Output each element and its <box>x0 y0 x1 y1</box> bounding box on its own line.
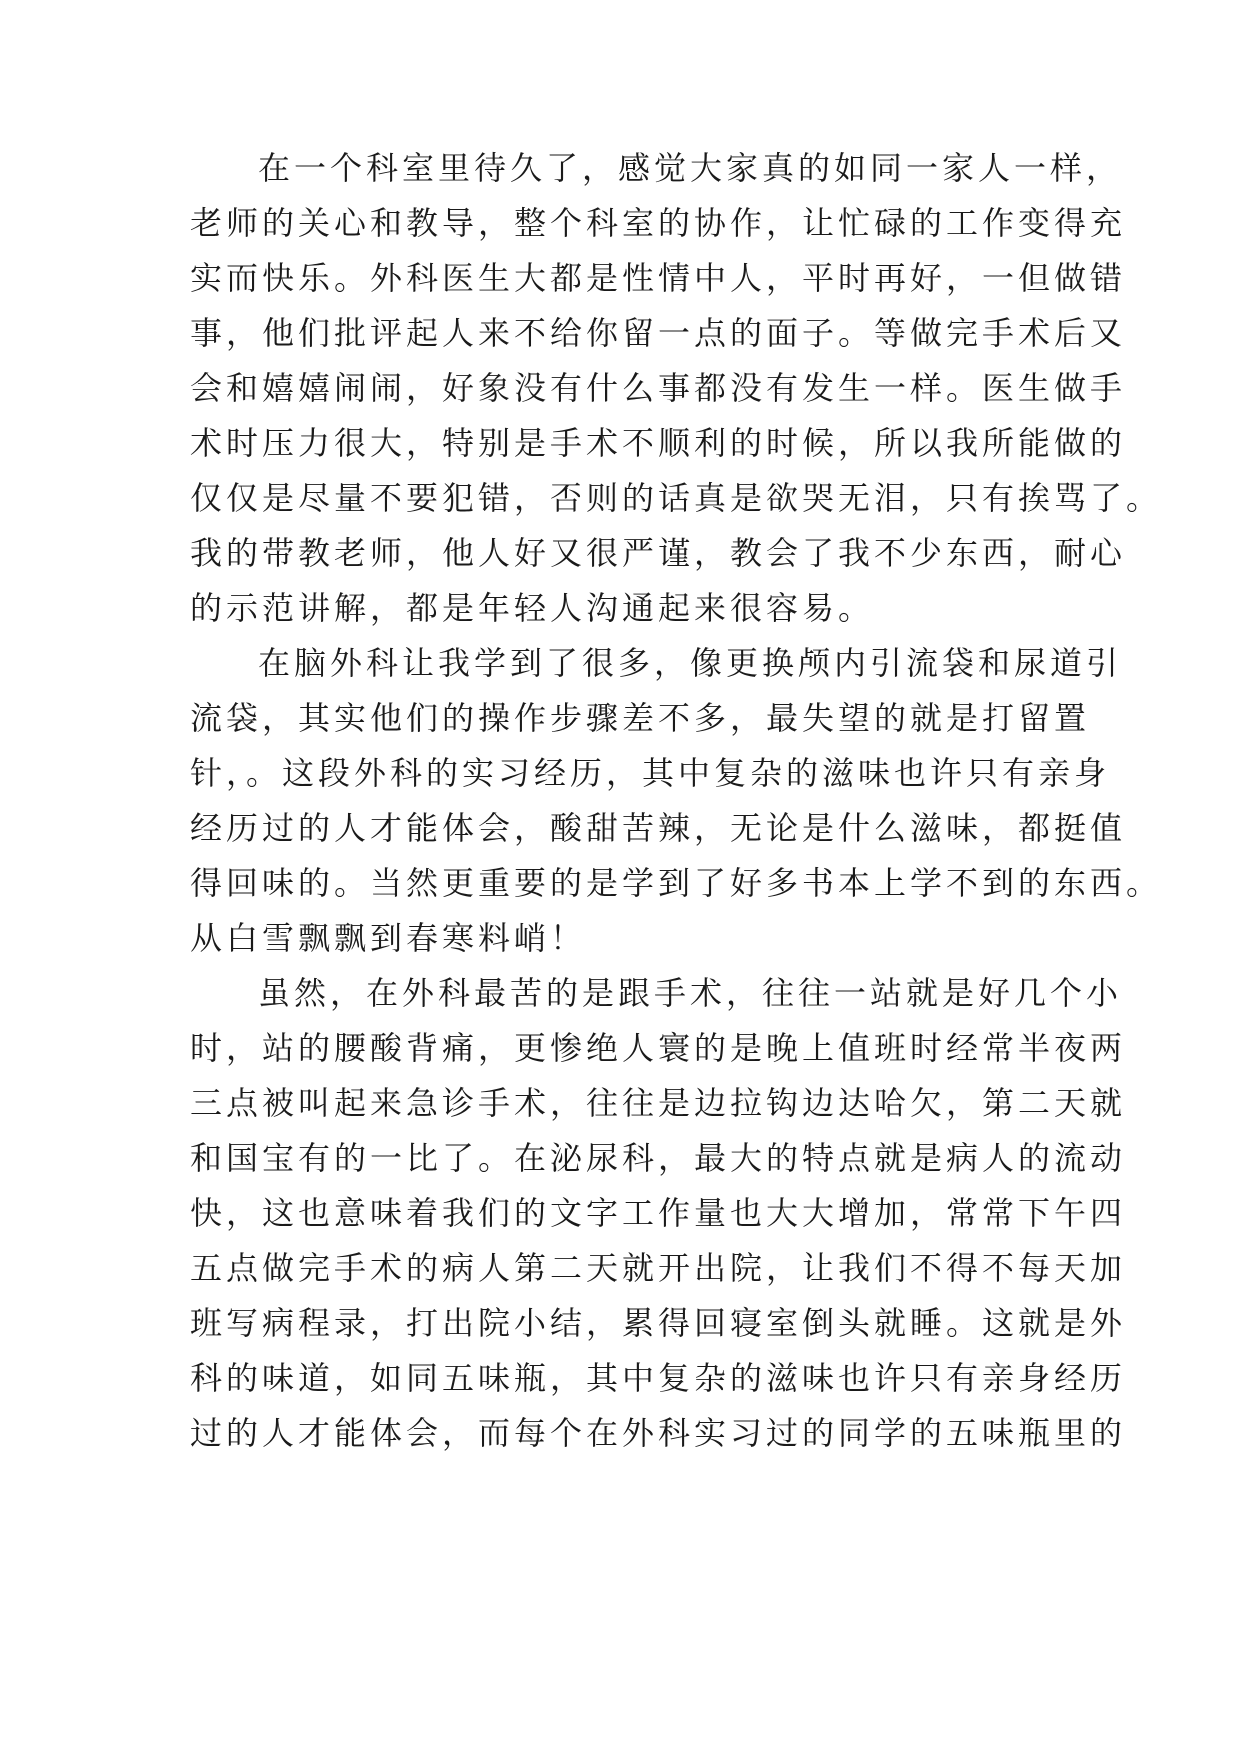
paragraph-1-line-9: 的示范讲解，都是年轻人沟通起来很容易。 <box>190 589 875 627</box>
paragraph-3-line-4: 和国宝有的一比了。在泌尿科，最大的特点就是病人的流动 <box>190 1139 1127 1177</box>
paragraph-3-line-8: 科的味道，如同五味瓶，其中复杂的滋味也许只有亲身经历 <box>190 1359 1127 1397</box>
paragraph-2-line-1: 在脑外科让我学到了很多，像更换颅内引流袋和尿道引 <box>258 644 1123 682</box>
paragraph-2-line-4: 经历过的人才能体会，酸甜苦辣，无论是什么滋味，都挺值 <box>190 809 1127 847</box>
paragraph-3-line-5: 快，这也意味着我们的文字工作量也大大增加，常常下午四 <box>190 1194 1127 1232</box>
paragraph-3-line-1: 虽然，在外科最苦的是跟手术，往往一站就是好几个小 <box>258 974 1123 1012</box>
paragraph-3-line-6: 五点做完手术的病人第二天就开出院，让我们不得不每天加 <box>190 1249 1127 1287</box>
paragraph-2-line-3: 针，。这段外科的实习经历，其中复杂的滋味也许只有亲身 <box>190 754 1111 792</box>
paragraph-1-line-2: 老师的关心和教导，整个科室的协作，让忙碌的工作变得充 <box>190 204 1127 242</box>
paragraph-1-line-3: 实而快乐。外科医生大都是性情中人，平时再好，一但做错 <box>190 259 1127 297</box>
paragraph-1-line-6: 术时压力很大，特别是手术不顺利的时候，所以我所能做的 <box>190 424 1127 462</box>
paragraph-3-line-9: 过的人才能体会，而每个在外科实习过的同学的五味瓶里的 <box>190 1414 1127 1452</box>
paragraph-2-line-2: 流袋，其实他们的操作步骤差不多，最失望的就是打留置 <box>190 699 1091 737</box>
paragraph-1-line-1: 在一个科室里待久了，感觉大家真的如同一家人一样， <box>258 149 1123 187</box>
paragraph-3-line-7: 班写病程录，打出院小结，累得回寝室倒头就睡。这就是外 <box>190 1304 1127 1342</box>
paragraph-1-line-5: 会和嬉嬉闹闹，好象没有什么事都没有发生一样。医生做手 <box>190 369 1127 407</box>
paragraph-3-line-2: 时，站的腰酸背痛，更惨绝人寰的是晚上值班时经常半夜两 <box>190 1029 1127 1067</box>
paragraph-2-line-5: 得回味的。当然更重要的是学到了好多书本上学不到的东西。 <box>190 864 1163 902</box>
paragraph-3-line-3: 三点被叫起来急诊手术，往往是边拉钩边达哈欠，第二天就 <box>190 1084 1127 1122</box>
paragraph-1-line-8: 我的带教老师，他人好又很严谨，教会了我不少东西，耐心 <box>190 534 1127 572</box>
paragraph-1-line-7: 仅仅是尽量不要犯错，否则的话真是欲哭无泪，只有挨骂了。 <box>190 479 1163 517</box>
paragraph-2-line-6: 从白雪飘飘到春寒料峭！ <box>190 919 587 957</box>
paragraph-1-line-4: 事，他们批评起人来不给你留一点的面子。等做完手术后又 <box>190 314 1127 352</box>
